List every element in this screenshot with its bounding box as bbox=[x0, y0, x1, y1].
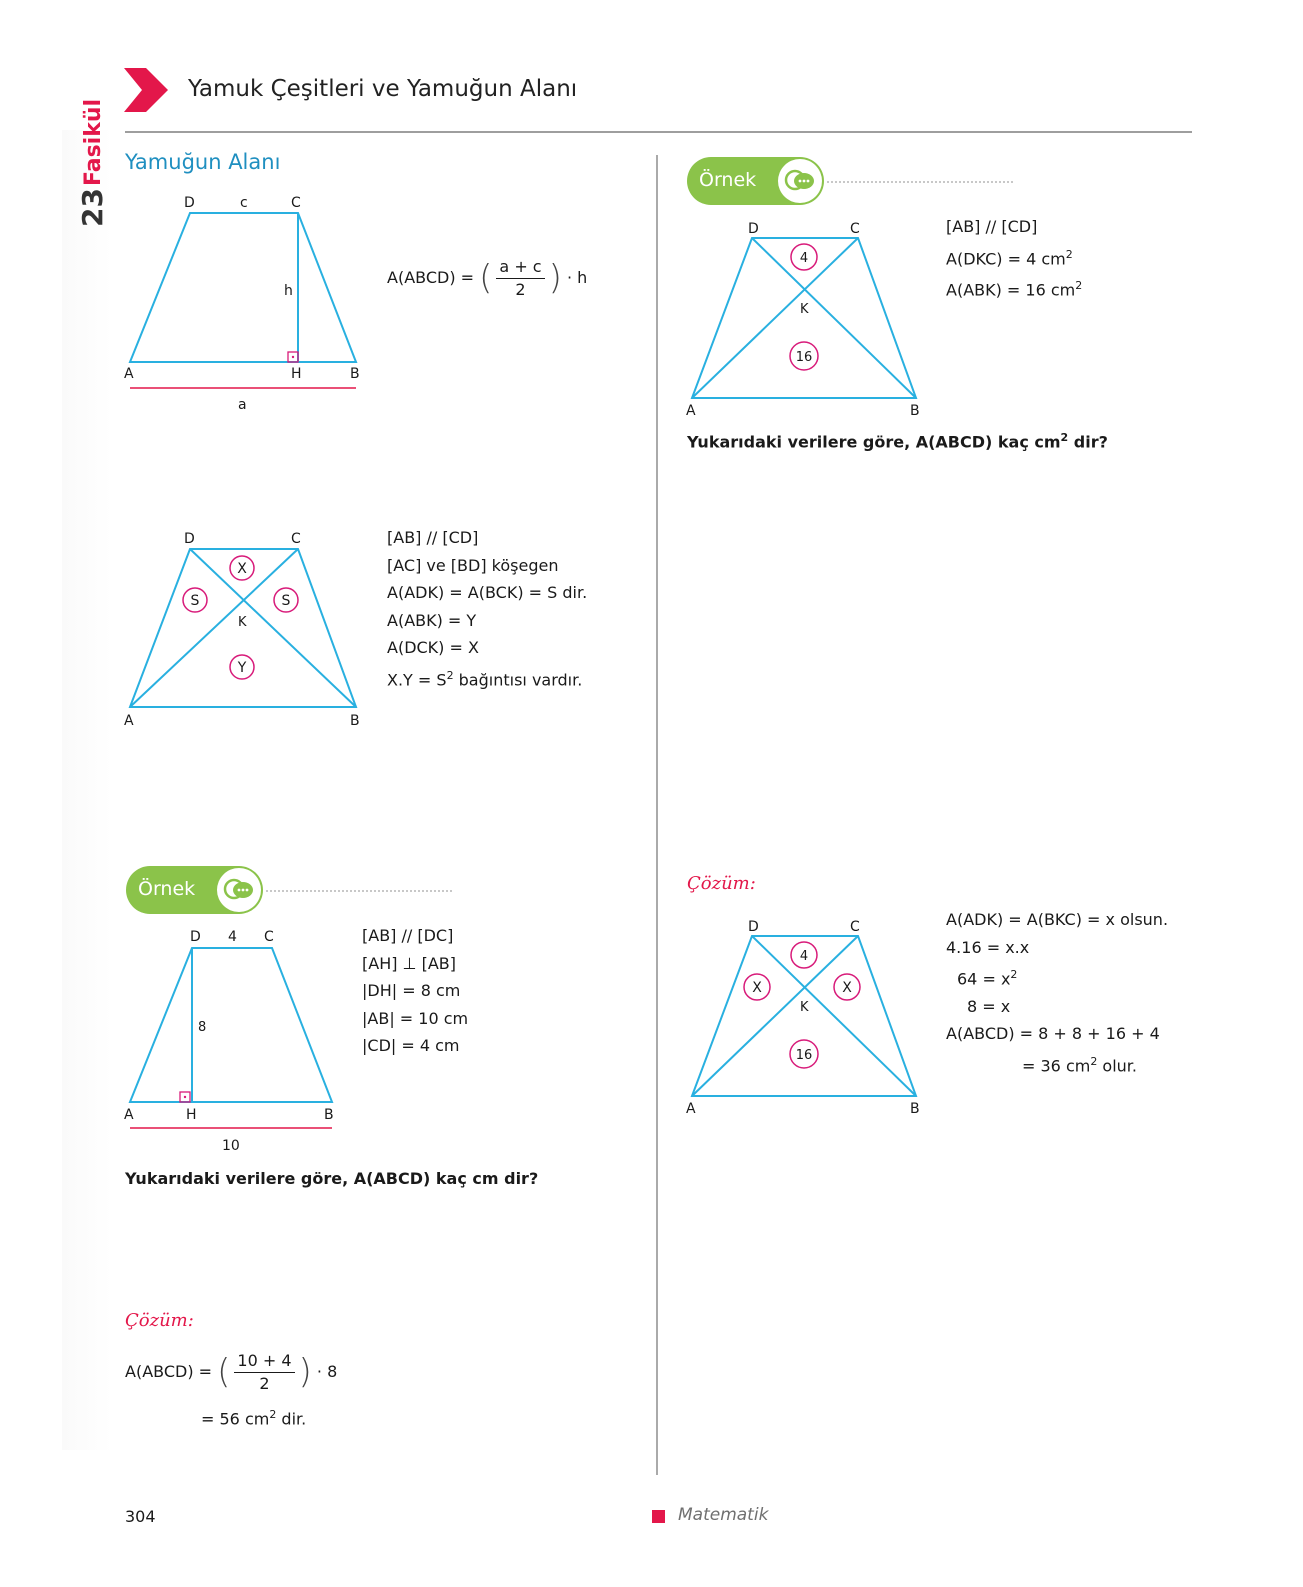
vertex-d: D bbox=[748, 919, 759, 935]
vertex-a: A bbox=[686, 403, 696, 419]
height-label: h bbox=[284, 283, 293, 299]
vertex-c: C bbox=[291, 195, 301, 211]
solution-step: A(ADK) = A(BKC) = x olsun. bbox=[946, 910, 1169, 929]
given-line: [AB] // [CD] bbox=[946, 217, 1038, 236]
intersection-k: K bbox=[238, 615, 247, 630]
given-line: [AB] // [DC] bbox=[362, 926, 454, 945]
property-line: [AB] // [CD] bbox=[387, 528, 479, 547]
formula-lhs: A(ABCD) = bbox=[387, 268, 475, 287]
intersection-k: K bbox=[800, 1000, 809, 1015]
example2-figure bbox=[684, 218, 944, 424]
fasikul-number: 23 bbox=[76, 188, 109, 227]
example1-figure bbox=[118, 928, 358, 1158]
given-line: A(ABK) = 16 $cm^2$ bbox=[946, 279, 1083, 300]
region-s-left: S bbox=[190, 593, 200, 609]
example1-solution-formula: A(ABCD) = ( $\frac{10 + 4}{2}$ ) · 8 bbox=[125, 1351, 338, 1393]
solution-step: = 36 $cm^2$ olur. bbox=[1022, 1054, 1137, 1076]
vertex-c: C bbox=[291, 531, 301, 547]
vertex-d: D bbox=[748, 221, 759, 237]
badge-dotted-line bbox=[266, 890, 452, 892]
vertex-b: B bbox=[350, 713, 360, 729]
section-title: Yamuğun Alanı bbox=[125, 150, 281, 174]
area-dkc: 4 bbox=[799, 251, 809, 266]
property-line: A(DCK) = X bbox=[387, 638, 479, 657]
vertex-a: A bbox=[124, 366, 134, 382]
formula-numerator: a + c bbox=[496, 256, 544, 279]
given-line: |AB| = 10 cm bbox=[362, 1008, 469, 1028]
given-line: A(DKC) = 4 $cm^2$ bbox=[946, 247, 1073, 268]
subject-label: Matematik bbox=[678, 1505, 769, 1525]
speech-bubble-icon bbox=[778, 159, 822, 203]
speech-bubble-icon bbox=[217, 868, 261, 912]
footer-square-icon bbox=[652, 1510, 665, 1523]
vertex-b: B bbox=[350, 366, 360, 382]
example1-question: Yukarıdaki verilere göre, A(ABCD) kaç cm dir? bbox=[125, 1169, 539, 1188]
vertex-c: C bbox=[264, 929, 274, 945]
vertex-b: B bbox=[910, 1101, 920, 1117]
area-dkc: 4 bbox=[799, 949, 809, 964]
example-badge bbox=[687, 157, 824, 205]
vertex-a: A bbox=[686, 1101, 696, 1117]
intersection-k: K bbox=[800, 302, 809, 317]
given-line: |CD| = 4 cm bbox=[362, 1036, 460, 1055]
area-x-right: X bbox=[842, 980, 852, 996]
base-label: a bbox=[238, 397, 247, 413]
top-base-label: c bbox=[240, 195, 248, 211]
title-divider bbox=[125, 131, 1192, 133]
solution-label: Çözüm: bbox=[687, 873, 756, 894]
formula-tail: · h bbox=[566, 268, 588, 287]
example2-given bbox=[946, 213, 1082, 304]
solution-step: 4.16 = x.x bbox=[946, 937, 1030, 957]
example1-solution-result: = 56 $cm^2$ dir. bbox=[201, 1408, 307, 1429]
property-relation: $X.Y = S^2$ bağıntısı vardır. bbox=[387, 668, 583, 689]
foot-h: H bbox=[291, 366, 302, 382]
vertex-b: B bbox=[324, 1107, 334, 1123]
example1-given bbox=[362, 922, 468, 1060]
solution-step: $64 = x^2$ bbox=[957, 968, 1018, 989]
property-line: [AC] ve [BD] köşegen bbox=[387, 555, 559, 575]
fasikul-label: Fasikül bbox=[81, 98, 106, 186]
top-length: 4 bbox=[228, 929, 237, 945]
example2-solution-figure bbox=[684, 916, 944, 1122]
vertex-d: D bbox=[190, 929, 201, 945]
solution-step: A(ABCD) = 8 + 8 + 16 + 4 bbox=[946, 1024, 1160, 1044]
vertex-b: B bbox=[910, 403, 920, 419]
example2-question: Yukarıdaki verilere göre, A(ABCD) kaç $cm^2$ dir? bbox=[687, 431, 1108, 452]
vertex-a: A bbox=[124, 1107, 134, 1123]
property-text bbox=[387, 524, 587, 693]
badge-dotted-line bbox=[827, 181, 1013, 183]
area-abk: 16 bbox=[795, 350, 813, 365]
trapezoid-height-figure bbox=[118, 188, 378, 418]
area-abk: 16 bbox=[795, 1048, 813, 1063]
region-s-right: S bbox=[281, 593, 291, 609]
formula-denominator: 2 bbox=[515, 280, 526, 299]
page-number: 304 bbox=[125, 1507, 156, 1526]
example-badge-label: Örnek bbox=[699, 169, 757, 191]
region-y: Y bbox=[237, 660, 247, 676]
solution-step: 8 = x bbox=[967, 996, 1011, 1016]
vertex-a: A bbox=[124, 713, 134, 729]
region-x: X bbox=[237, 561, 247, 577]
page-title: Yamuk Çeşitleri ve Yamuğun Alanı bbox=[188, 76, 578, 102]
area-formula: A(ABCD) = ( $\frac{a + c}{2}$ ) · h bbox=[387, 257, 588, 299]
vertex-c: C bbox=[850, 221, 860, 237]
example2-solution-steps bbox=[946, 906, 1168, 1080]
solution-label: Çözüm: bbox=[125, 1310, 194, 1331]
given-line: |DH| = 8 cm bbox=[362, 981, 461, 1000]
area-x-left: X bbox=[752, 980, 762, 996]
given-line: [AH] ⊥ [AB] bbox=[362, 953, 456, 973]
base-length: 10 bbox=[222, 1138, 240, 1154]
column-divider bbox=[656, 155, 658, 1475]
fasikul-tag bbox=[70, 98, 109, 260]
height-length: 8 bbox=[198, 1020, 207, 1035]
example-badge bbox=[126, 866, 263, 914]
vertex-c: C bbox=[850, 919, 860, 935]
property-line: A(ADK) = A(BCK) = S dir. bbox=[387, 583, 588, 602]
chevron-icon bbox=[124, 68, 168, 112]
foot-h: H bbox=[186, 1107, 197, 1123]
sidebar-strip bbox=[62, 130, 112, 1450]
property-line: A(ABK) = Y bbox=[387, 610, 477, 630]
example-badge-label: Örnek bbox=[138, 878, 196, 900]
diagonal-trapezoid-figure bbox=[118, 524, 378, 734]
vertex-d: D bbox=[184, 195, 195, 211]
vertex-d: D bbox=[184, 531, 195, 547]
